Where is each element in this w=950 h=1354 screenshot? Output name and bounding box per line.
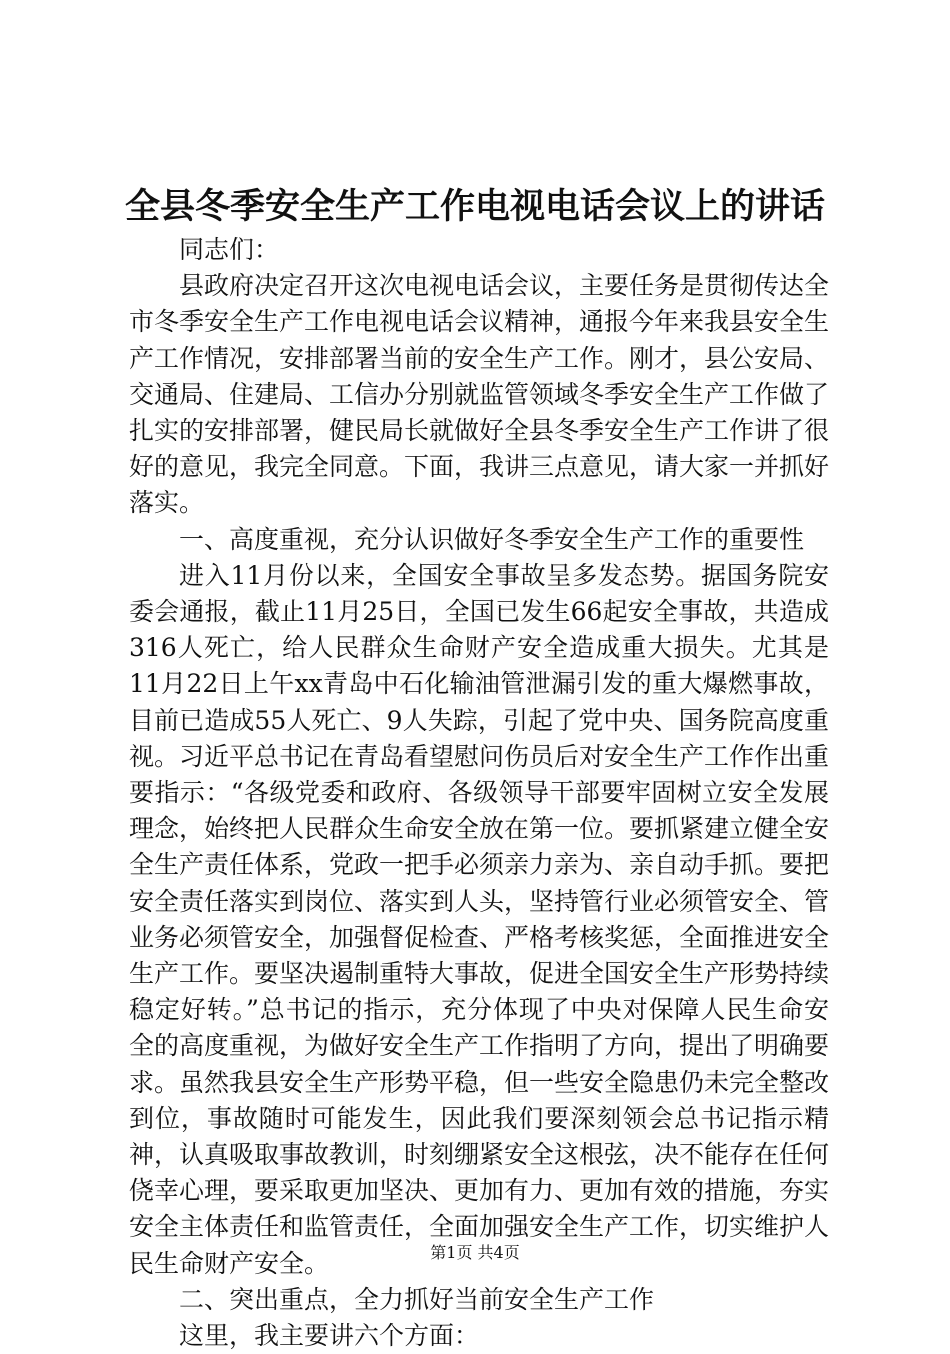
salutation: 同志们： [179,235,280,264]
paragraph-intro: 县政府决定召开这次电视电话会议，主要任务是贯彻传达全市冬季安全生产工作电视电话会议精神，通报今年来我县安全生产工作情况，安排部署当前的安全生产工作。刚才，县公安局、交通局、住建局、工信办分别就监管领域冬季安全生产工作做了扎实的安排部署，健民局长就做好全县冬季安全生产工作讲了很好的意见，我完全同意。下面，我讲三点意见，请大家一并抓好落实。 [129,271,830,518]
section-heading-1: 一、高度重视，充分认识做好冬季安全生产工作的重要性 [179,524,805,554]
page-number: 第1页 共4页 [430,1243,520,1262]
document-title: 全县冬季安全生产工作电视电话会议上的讲话 [124,186,825,227]
paragraph-section-1: 进入11月份以来，全国安全事故呈多发态势。据国务院安委会通报，截止11月25日，全国已发生66起安全事故，共造成316人死亡，给人民群众生命财产安全造成重大损失。尤其是11月22日上午xx青岛中石化输油管泄漏引发的重大爆燃事故，目前已造成55人死亡、9人失踪，引起了党中央、国务院高度重视。习近平总书记在青岛看望慰问伤员后对安全生产工作作出重要指示：“各级党委和政府、各级领导干部要牢固树立安全发展理念，始终把人民群众生命安全放在第一位。要抓紧建立健全安全生产责任体系，党政一把手必须亲力亲为、亲自动手抓。要把安全责任落实到岗位、落实到人头，坚持管行业必须管安全、管业务必须管安全，加强督促检查、严格考核奖惩，全面推进安全生产工作。要坚决遏制重特大事故，促进全国安全生产形势持续稳定好转。”总书记的指示，充分体现了中央对保障人民生命安全的高度重视，为做好安全生产工作指明了方向，提出了明确要求。虽然我县安全生产形势平稳，但一些安全隐患仍未完全整改到位，事故随时可能发生，因此我们要深刻领会总书记指示精神，认真吸取事故教训，时刻绷紧安全这根弦，决不能存在任何侥幸心理，要采取更加坚决、更加有力、更加有效的措施，夯实安全主体责任和监管责任，全面加强安全生产工作，切实维护人民生命财产安全。 [129,560,830,1278]
paragraph-section-2-intro: 这里，我主要讲六个方面： [179,1321,480,1351]
page-footer [0,1241,950,1265]
document-body [129,232,829,1354]
section-heading-2: 二、突出重点，全力抓好当前安全生产工作 [179,1284,655,1314]
